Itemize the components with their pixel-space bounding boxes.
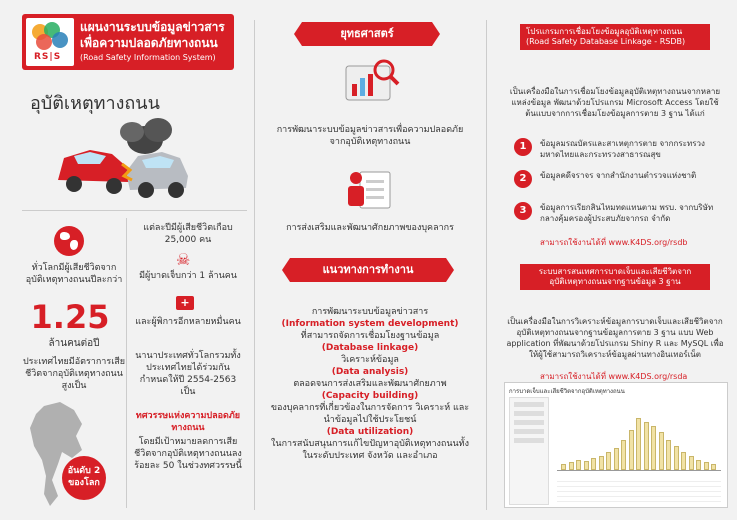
thai-death-text: ประเทศไทยมีอัตราการเสียชีวิตจากอุบัติเหตุทางถนนสูงเป็น (22, 357, 126, 391)
analytics-icon (340, 56, 400, 114)
header-title-line2: เพื่อความปลอดภัยทางถนน (80, 36, 218, 50)
rsdb-header (520, 24, 710, 50)
screenshot-bar (599, 456, 604, 470)
screenshot-title: การบาดเจ็บและเสียชีวิตจากอุบัติเหตุทางถนน (509, 388, 625, 395)
screenshot-bar (651, 426, 656, 470)
screenshot-bar (606, 452, 611, 470)
rsdb-title: โปรแกรมการเชื่อมโยงข้อมูลอุบัติเหตุทางถนน (526, 27, 683, 36)
rank-badge: อันดับ 2 ของโลก (62, 456, 106, 500)
screenshot-table (557, 477, 721, 503)
screenshot-bar (576, 460, 581, 470)
approach-text: ของบุคลากรที่เกี่ยวข้องในการจัดการ วิเคราะห์ และนำข้อมูลไปใช้ประโยชน์ (270, 403, 470, 425)
injury-stat: มีผู้บาดเจ็บกว่า 1 ล้านคน (139, 271, 237, 281)
header-banner (22, 14, 234, 70)
first-aid-icon: + (176, 296, 194, 310)
strategy-1: การพัฒนาระบบข้อมูลข่าวสารเพื่อความปลอดภัยจากอุบัติเหตุทางถนน (276, 125, 464, 147)
screenshot-sidebar (509, 397, 549, 505)
approach-text: ตลอดจนการส่งเสริมและพัฒนาศักยภาพ (293, 379, 447, 389)
rsdb-link[interactable]: สามารถใช้งานได้ที่ www.K4DS.org/rsdb (540, 238, 688, 247)
screenshot-bar (629, 430, 634, 470)
world-death-unit: ล้านคนต่อปี (48, 338, 100, 349)
screenshot-bar (696, 460, 701, 470)
screenshot-bar (636, 418, 641, 470)
source-text: ข้อมูลมรณบัตรและสาเหตุการตาย จากกระทรวงมหาดไทยและกระทรวงสาธารณสุข (540, 139, 705, 159)
screenshot-bar (704, 462, 709, 470)
screenshot-bar (569, 462, 574, 470)
screenshot-bar (659, 432, 664, 470)
globe-icon (54, 226, 84, 256)
source-number: 1 (514, 138, 532, 156)
logo-text: RS|S (34, 52, 62, 62)
rsdb-description: เป็นเครื่องมือในการเชื่อมโยงข้อมูลอุบัติเหตุทางถนนจากหลายแหล่งข้อมูล พัฒนาด้วยโปรแกรม Microsoft Access โดยใช้ต้นแบบจากการเชื่อมโยงข้อมูลการตาย 3 ฐาน ได้แก่ (509, 87, 721, 118)
web-app-screenshot (504, 382, 728, 508)
training-icon (344, 168, 394, 216)
strategy-header: ยุทธศาสตร์ (302, 22, 432, 46)
rsda-link[interactable]: สามารถใช้งานได้ที่ www.K4DS.org/rsda (540, 372, 688, 381)
accident-section-title: อุบัติเหตุทางถนน (30, 93, 160, 114)
rsis-logo (26, 18, 74, 66)
divider (126, 218, 127, 508)
strategy-2: การส่งเสริมและพัฒนาศักยภาพของบุคลากร (286, 223, 454, 233)
rsda-header: ระบบสารสนเทศการบาดเจ็บและเสียชีวิตจากอุบัติเหตุทางถนนจากฐานข้อมูล 3 ฐาน (520, 264, 710, 290)
rsdb-subtitle: (Road Safety Database Linkage - RSDB) (526, 37, 686, 46)
car-crash-illustration (50, 110, 200, 200)
approach-en: (Data analysis) (331, 367, 409, 377)
header-subtitle: (Road Safety Information System) (80, 53, 216, 62)
approach-en: (Information system development) (281, 319, 459, 329)
divider (22, 210, 247, 211)
screenshot-bar (644, 422, 649, 470)
approach-list (266, 306, 474, 462)
screenshot-bar (584, 461, 589, 470)
header-title-line1: แผนงานระบบข้อมูลข่าวสาร (80, 20, 225, 34)
source-text: ข้อมูลการเรียกสินไหมทดแทนตาม พรบ. จากบริษัทกลางคุ้มครองผู้ประสบภัยจากรถ จำกัด (540, 203, 714, 223)
disability-stat: และผู้พิการอีกหลายหมื่นคน (135, 317, 241, 327)
screenshot-bar (614, 448, 619, 470)
decade-text: นานาประเทศทั่วโลกรวมทั้งประเทศไทยได้ร่วมกันกำหนดให้ปี 2554-2563 เป็น (135, 351, 241, 397)
approach-en: (Database linkage) (321, 343, 419, 353)
divider (254, 20, 255, 510)
approach-en: (Data utilization) (326, 427, 414, 437)
approach-en: (Capacity building) (321, 391, 419, 401)
screenshot-bar (621, 440, 626, 470)
world-death-number: 1.25 (30, 298, 110, 336)
world-death-text: ทั่วโลกมีผู้เสียชีวิตจากอุบัติเหตุทางถนนปีละกว่า (25, 263, 123, 285)
decade-goal-text: โดยมีเป้าหมายลดการเสียชีวิตจากอุบัติเหตุทางถนนลงร้อยละ 50 ในช่วงทศวรรษนี้ (134, 437, 242, 471)
screenshot-bar (561, 464, 566, 470)
death-stat: แต่ละปีมีผู้เสียชีวิตเกือบ 25,000 คน (143, 223, 233, 245)
screenshot-bar (674, 446, 679, 470)
approach-text: ในการสนับสนุนการแก้ไขปัญหาอุบัติเหตุทางถนนทั้งในระดับประเทศ จังหวัด และอำเภอ (271, 439, 469, 461)
screenshot-bar (681, 452, 686, 470)
source-text: ข้อมูลคดีจราจร จากสำนักงานตำรวจแห่งชาติ (540, 171, 697, 180)
rsda-description: เป็นเครื่องมือในการวิเคราะห์ข้อมูลการบาดเจ็บและเสียชีวิตจากอุบัติเหตุทางถนนจากฐานข้อมูลการตาย 3 ฐาน แบบ Web application ที่พัฒนาด้วยโปรแกรม Shiny R และ MySQL เพื่อให้ผู้ใช้สามารถวิเคราะห์ข้อมูลผ่านทางอินเทอร์เน็ต (506, 317, 724, 359)
approach-text: ที่สามารถจัดการเชื่อมโยงฐานข้อมูล (300, 331, 440, 341)
screenshot-chart (557, 409, 721, 471)
approach-text: การพัฒนาระบบข้อมูลข่าวสาร (311, 307, 429, 317)
source-number: 2 (514, 170, 532, 188)
decade-highlight: ทศวรรษแห่งความปลอดภัยทางถนน (135, 411, 241, 433)
screenshot-bar (689, 456, 694, 470)
screenshot-bar (591, 458, 596, 470)
divider (486, 20, 487, 510)
approach-text: วิเคราะห์ข้อมูล (341, 355, 399, 365)
screenshot-bar (666, 440, 671, 470)
screenshot-bar (711, 464, 716, 470)
approach-header: แนวทางการทำงาน (290, 258, 446, 282)
skull-icon: ☠ (176, 250, 191, 269)
source-number: 3 (514, 202, 532, 220)
